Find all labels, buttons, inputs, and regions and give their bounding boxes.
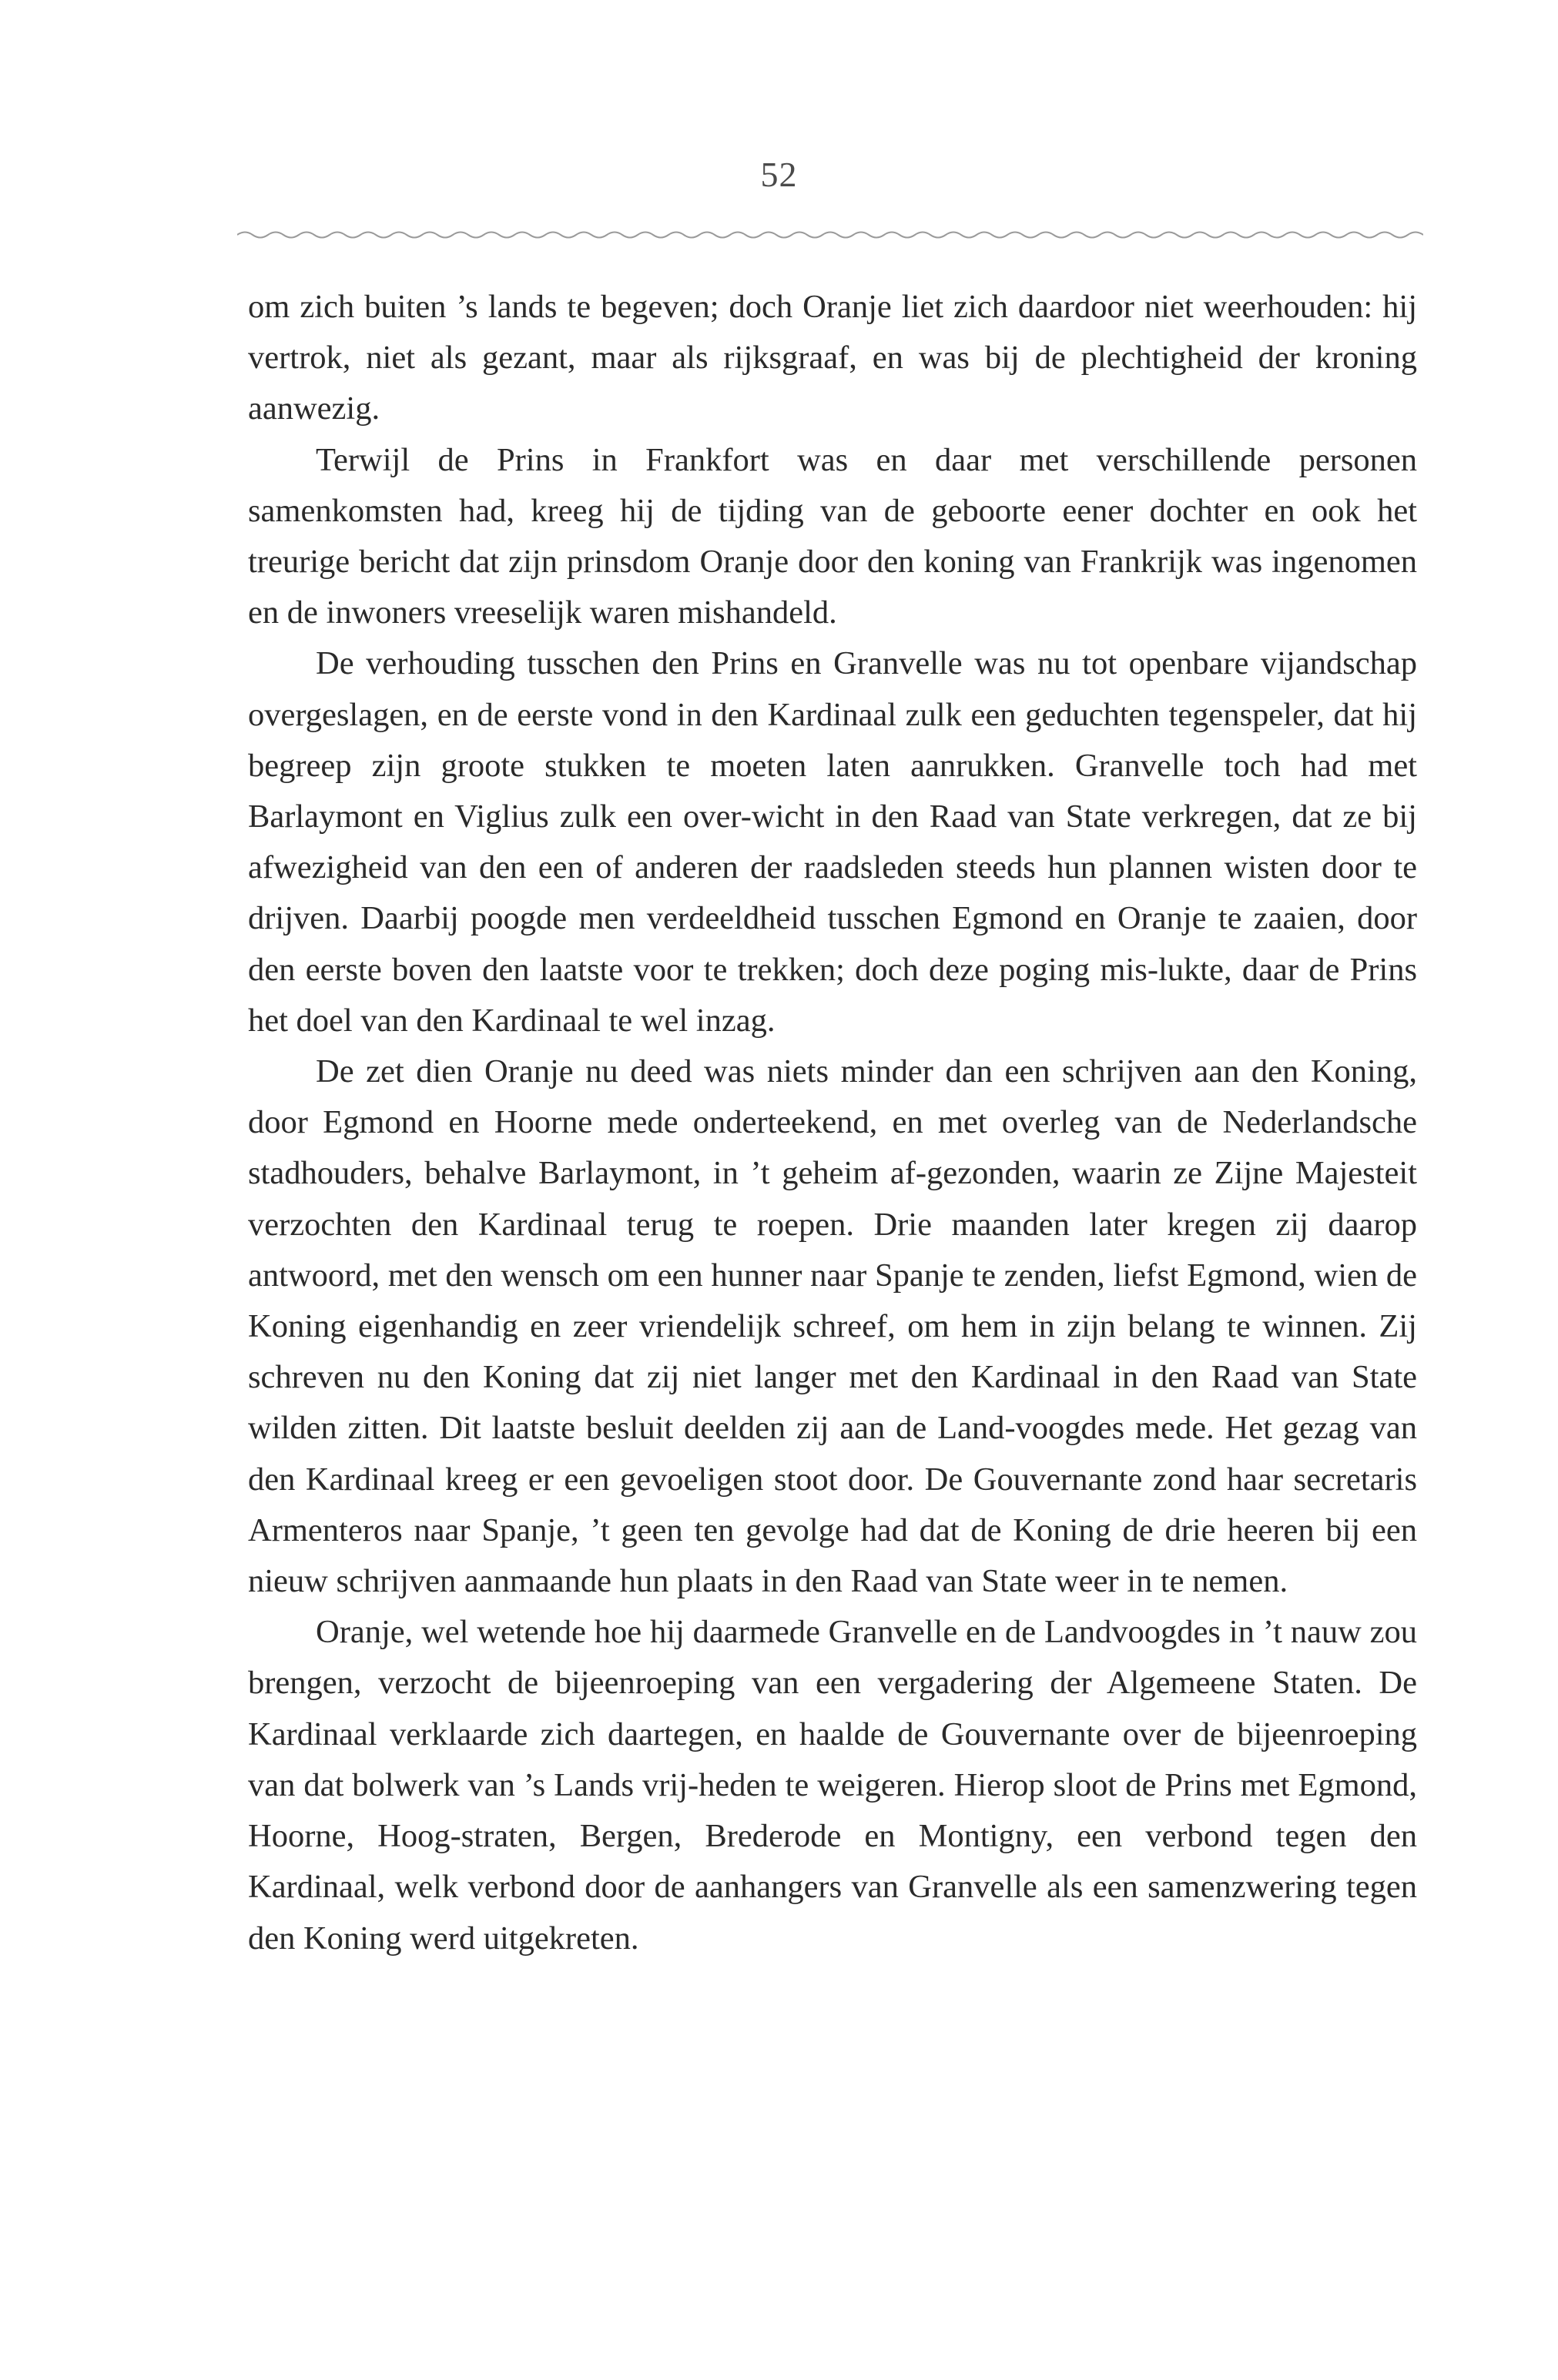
body-text [248, 282, 1417, 1964]
paragraph-5: Oranje, wel wetende hoe hij daarmede Granvelle en de Landvoogdes in ’t nauw zou brengen, verzocht de bijeenroeping van een vergadering der Algemeene Staten. De Kardinaal verklaarde zich daartegen, en haalde de Gouvernante over de bijeenroeping van dat bolwerk van ’s Lands vrij-heden te weigeren. Hierop sloot de Prins met Egmond, Hoorne, Hoog-straten, Bergen, Brederode en Montigny, een verbond tegen den Kardinaal, welk verbond door de aanhangers van Granvelle als een samenzwering tegen den Koning werd uitgekreten. [248, 1614, 1417, 1957]
paragraph-2: Terwijl de Prins in Frankfort was en daar met verschillende personen samenkomsten had, kreeg hij de tijding van de geboorte eener dochter en ook het treurige bericht dat zijn prinsdom Oranje door den koning van Frankrijk was ingenomen en de inwoners vreeselijk waren mishandeld. [248, 441, 1417, 631]
ornamental-rule [237, 229, 1423, 240]
paragraph-1: om zich buiten ’s lands te begeven; doch Oranje liet zich daardoor niet weerhouden: hij vertrok, niet als gezant, maar als rijksgraaf, en was bij de plechtigheid der kroning aanwezig. [248, 289, 1417, 427]
paragraph-4: De zet dien Oranje nu deed was niets minder dan een schrijven aan den Koning, door Egmond en Hoorne mede onderteekend, en met overleg van de Nederlandsche stadhouders, behalve Barlaymont, in ’t geheim af-gezonden, waarin ze Zijne Majesteit verzochten den Kardinaal terug te roepen. Drie maanden later kregen zij daarop antwoord, met den wensch om een hunner naar Spanje te zenden, liefst Egmond, wien de Koning eigenhandig en zeer vriendelijk schreef, om hem in zijn belang te winnen. Zij schreven nu den Koning dat zij niet langer met den Kardinaal in den Raad van State wilden zitten. Dit laatste besluit deelden zij aan de Land-voogdes mede. Het gezag van den Kardinaal kreeg er een gevoeligen stoot door. De Gouvernante zond haar secretaris Armenteros naar Spanje, ’t geen ten gevolge had dat de Koning de drie heeren bij een nieuw schrijven aanmaande hun plaats in den Raad van State weer in te nemen. [248, 1053, 1417, 1600]
paragraph-3: De verhouding tusschen den Prins en Granvelle was nu tot openbare vijandschap overgeslagen, en de eerste vond in den Kardinaal zulk een geduchten tegenspeler, dat hij begreep zijn groote stukken te moeten laten aanrukken. Granvelle toch had met Barlaymont en Viglius zulk een over-wicht in den Raad van State verkregen, dat ze bij afwezigheid van den een of anderen der raadsleden steeds hun plannen wisten door te drijven. Daarbij poogde men verdeeldheid tusschen Egmond en Oranje te zaaien, door den eerste boven den laatste voor te trekken; doch deze poging mis-lukte, daar de Prins het doel van den Kardinaal te wel inzag. [248, 645, 1417, 1039]
page-number: 52 [760, 155, 798, 194]
